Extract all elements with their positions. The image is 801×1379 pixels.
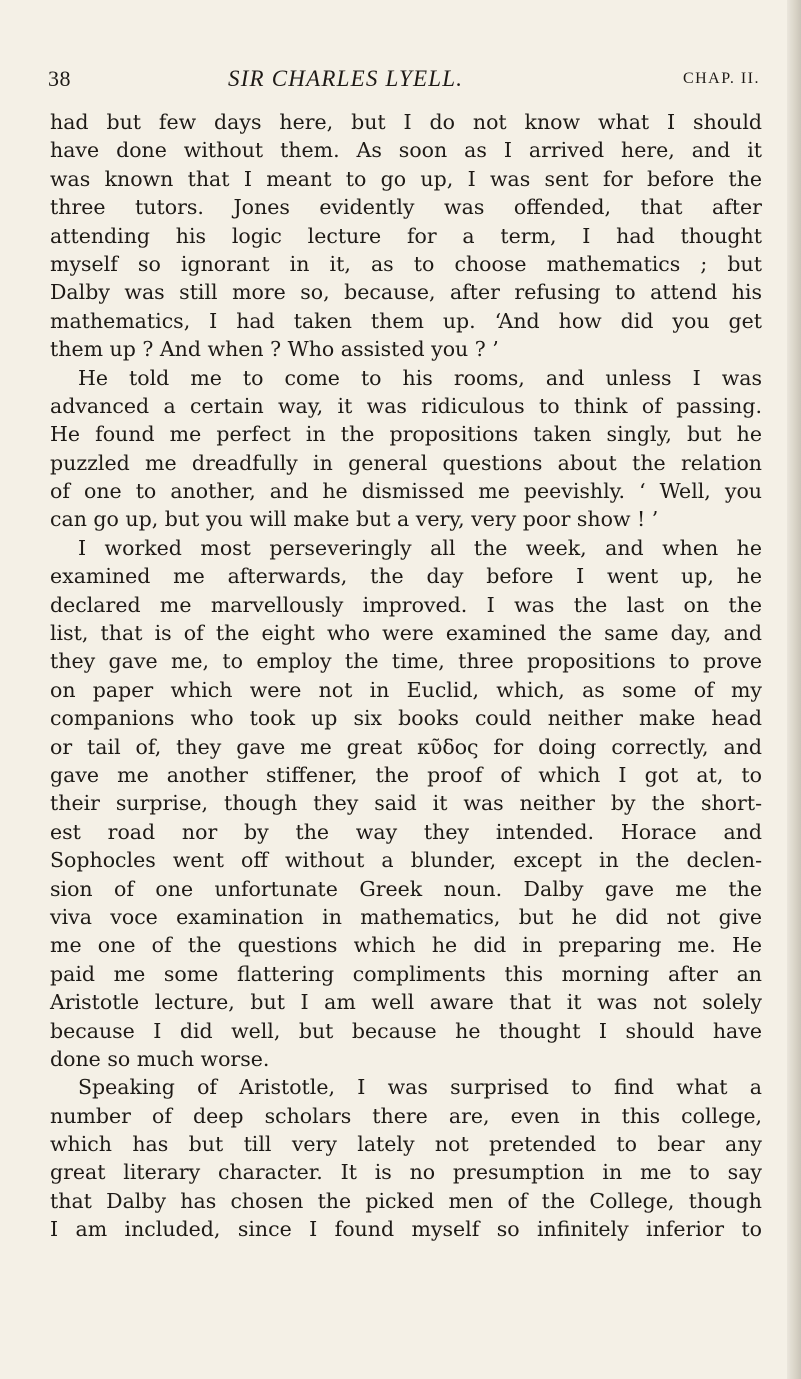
text-line: had but few days here, but I do not know what I should bbox=[50, 110, 762, 134]
text-line: declared me marvellously improved. I was the last on the bbox=[50, 592, 762, 617]
text-line: sion of one unfortunate Greek noun. Dalby gave me the bbox=[50, 876, 762, 901]
text-line: on paper which were not in Euclid, which, as some of my bbox=[50, 677, 762, 702]
text-line: advanced a certain way, it was ridiculous to think of passing. bbox=[50, 393, 762, 418]
text-line: Speaking of Aristotle, I was surprised to find what a bbox=[78, 1075, 762, 1100]
text-line: examined me afterwards, the day before I went up, he bbox=[50, 564, 762, 589]
text-line: because I did well, but because he thought I should have bbox=[50, 1018, 762, 1043]
text-line: that Dalby has chosen the picked men of the College, though bbox=[50, 1188, 762, 1213]
text-line: number of deep scholars there are, even in this college, bbox=[50, 1103, 762, 1128]
text-line: them up ? And when ? Who assisted you ? ’ bbox=[50, 337, 499, 362]
text-line: mathematics, I had taken them up. ‘And how did you get bbox=[50, 308, 762, 333]
text-line: He told me to come to his rooms, and unless I was bbox=[78, 365, 762, 390]
text-line: they gave me, to employ the time, three propositions to prove bbox=[50, 649, 762, 674]
text-line: which has but till very lately not pretended to bear any bbox=[50, 1132, 762, 1157]
text-line: attending his logic lecture for a term, I had thought bbox=[50, 223, 762, 248]
text-line: viva voce examination in mathematics, but he did not give bbox=[50, 904, 762, 929]
text-line: He found me perfect in the propositions taken singly, but he bbox=[50, 422, 762, 447]
chapter-label: CHAP. II. bbox=[682, 70, 760, 87]
body-text bbox=[50, 108, 762, 1244]
page-number: 38 bbox=[48, 66, 71, 91]
text-line: done so much worse. bbox=[50, 1046, 270, 1071]
text-line: Aristotle lecture, but I am well aware that it was not solely bbox=[50, 990, 762, 1015]
text-line: Sophocles went off without a blunder, except in the declen- bbox=[50, 848, 762, 873]
text-line: gave me another stiffener, the proof of which I got at, to bbox=[50, 762, 762, 787]
text-line: was known that I meant to go up, I was sent for before the bbox=[50, 166, 762, 191]
text-line: me one of the questions which he did in preparing me. He bbox=[50, 933, 762, 958]
text-line: puzzled me dreadfully in general questions about the relation bbox=[50, 450, 762, 475]
text-line: great literary character. It is no presumption in me to say bbox=[50, 1160, 762, 1185]
text-line: have done without them. As soon as I arrived here, and it bbox=[50, 138, 762, 163]
text-line: three tutors. Jones evidently was offended, that after bbox=[50, 195, 762, 220]
page-header bbox=[48, 62, 762, 102]
text-line: list, that is of the eight who were examined the same day, and bbox=[50, 621, 762, 646]
text-line: myself so ignorant in it, as to choose mathematics ; but bbox=[50, 251, 762, 276]
text-line: paid me some flattering compliments this morning after an bbox=[50, 961, 762, 986]
text-line: can go up, but you will make but a very, very poor show ! ’ bbox=[50, 507, 659, 532]
text-line: or tail of, they gave me great κῦδος for doing correctly, and bbox=[50, 734, 762, 759]
text-line: of one to another, and he dismissed me peevishly. ‘ Well, you bbox=[50, 479, 762, 504]
running-title: SIR CHARLES LYELL. bbox=[228, 66, 464, 91]
text-line: their surprise, though they said it was neither by the short- bbox=[50, 791, 762, 816]
page-edge-shadow bbox=[787, 0, 801, 1379]
text-line: est road nor by the way they intended. Horace and bbox=[50, 819, 762, 844]
text-line: I worked most perseveringly all the week, and when he bbox=[78, 535, 762, 560]
text-line: Dalby was still more so, because, after refusing to attend his bbox=[50, 280, 762, 305]
text-line: I am included, since I found myself so infinitely inferior to bbox=[50, 1217, 762, 1242]
text-line: companions who took up six books could neither make head bbox=[50, 706, 762, 731]
